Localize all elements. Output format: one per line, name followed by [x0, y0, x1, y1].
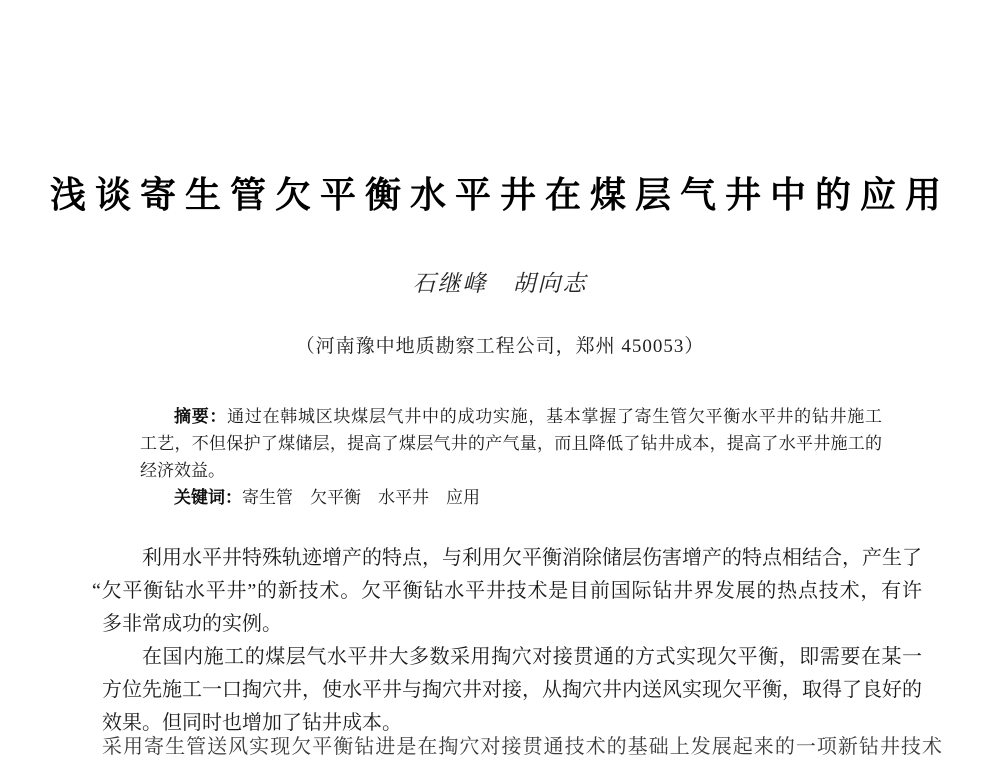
- truncated-bottom-line: 采用寄生管送风实现欠平衡钻进是在掏穴对接贯通技术的基础上发展起来的一项新钻井技术: [102, 736, 942, 758]
- body-text-block: [92, 542, 922, 740]
- paragraph-2-line-3: 效果。但同时也增加了钻井成本。: [102, 712, 402, 734]
- paragraph-2-line-2: 方位先施工一口掏穴井，使水平井与掏穴井对接，从掏穴井内送风实现欠平衡，取得了良好的: [102, 679, 922, 701]
- paragraph-1-line-3: 多非常成功的实例。: [102, 613, 282, 635]
- paragraph-1-line-2: “欠平衡钻水平井”的新技术。欠平衡钻水平井技术是目前国际钻井界发展的热点技术，有许: [92, 580, 922, 602]
- paper-title: 浅谈寄生管欠平衡水平井在煤层气井中的应用: [49, 174, 950, 215]
- paragraph-1-line-1: 利用水平井特殊轨迹增产的特点，与利用欠平衡消除储层伤害增产的特点相结合，产生了: [142, 547, 922, 569]
- keywords-text: 寄生管 欠平衡 水平井 应用: [242, 488, 480, 507]
- abstract-line-2: 工艺，不但保护了煤储层，提高了煤层气井的产气量，而且降低了钻井成本，提高了水平井施工的: [140, 434, 882, 453]
- abstract-text-1: 通过在韩城区块煤层气井中的成功实施，基本掌握了寄生管欠平衡水平井的钻井施工: [227, 407, 883, 426]
- abstract-line-1: [140, 403, 882, 430]
- abstract-line-3: 经济效益。: [140, 461, 225, 480]
- abstract-keywords-block: [140, 403, 882, 511]
- paper-authors: 石继峰 胡向志: [412, 271, 588, 296]
- abstract-label: 摘要：: [174, 407, 228, 426]
- paper-affiliation: （河南豫中地质勘察工程公司，郑州 450053）: [295, 336, 705, 357]
- paragraph-2-line-1: 在国内施工的煤层气水平井大多数采用掏穴对接贯通的方式实现欠平衡，即需要在某一: [142, 646, 922, 668]
- keywords-line: [140, 484, 882, 511]
- keywords-label: 关键词：: [174, 488, 242, 507]
